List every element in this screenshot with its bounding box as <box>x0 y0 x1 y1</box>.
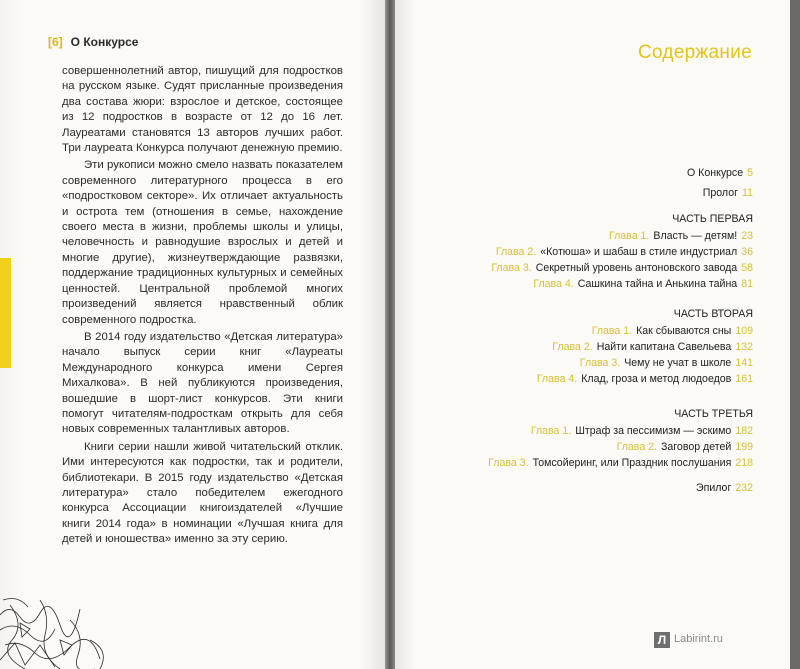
toc-chapter-label: Глава 2. <box>552 341 593 353</box>
toc-entry-title: Томсойеринг, или Праздник послушания <box>532 457 732 469</box>
toc-entry <box>533 278 753 290</box>
toc-entry-title: Секретный уровень антоновского завода <box>535 262 738 274</box>
toc-entry-title: Власть — детям! <box>653 230 738 242</box>
toc-entry <box>674 308 753 320</box>
toc-entry-title: Чему не учат в школе <box>624 357 732 369</box>
toc-entry <box>674 408 753 420</box>
toc-chapter-label: Глава 4. <box>533 278 574 290</box>
toc-part-heading: ЧАСТЬ ТРЕТЬЯ <box>674 408 753 420</box>
toc-chapter-label: Глава 1. <box>530 425 572 437</box>
labirint-logo-icon: Л <box>654 632 670 648</box>
toc-chapter-label: Глава 3. <box>491 262 532 274</box>
watermark-text: Labirint.ru <box>674 633 723 645</box>
toc-page-number: 58 <box>741 262 753 274</box>
toc-entry-title: Эпилог <box>695 482 732 494</box>
toc-entry-title: Клад, гроза и метод людоедов <box>581 373 732 385</box>
toc-part-heading: ЧАСТЬ ПЕРВАЯ <box>672 213 753 225</box>
toc-entry-title: Пролог <box>702 187 738 199</box>
toc-chapter-label: Глава 3. <box>579 357 621 369</box>
toc-title: Содержание <box>637 42 752 63</box>
page-edge-right <box>790 0 800 669</box>
page-number: [6] <box>48 35 63 49</box>
toc-entry-title: Штраф за пессимизм — эскимо <box>575 425 732 437</box>
paragraph-3: В 2014 году издательство «Детская литература» начало выпуск серии книг «Лауреаты Международного конкурса имени Сергея Михалкова». В ней публикуются произведения, вошедшие в шорт-лист конкурсов. Эти книги помогут читателям-подросткам открыть для себя новых современных талантливых авторов. <box>62 330 343 436</box>
right-page <box>395 0 790 669</box>
toc-entry <box>609 230 753 242</box>
toc-page-number: 199 <box>735 441 753 453</box>
toc-entry <box>696 482 753 494</box>
running-head-title: О Конкурсе <box>70 35 139 49</box>
decorative-doodle <box>0 595 385 669</box>
toc-page-number: 23 <box>741 230 753 242</box>
toc-page-number: 132 <box>735 341 753 353</box>
toc-chapter-label: Глава 2. <box>616 441 657 453</box>
paragraph-1: совершеннолетний автор, пишущий для подростков на русском языке. Судят присланные произведения два состава жюри: взрослое и детское, состоящее из 12 подростков в возрасте от 12 до 16 лет. Лауреатами становятся 13 авторов лучших работ. Три лауреата Конкурса получают денежную премию. <box>62 65 343 155</box>
toc-chapter-label: Глава 1. <box>591 325 633 337</box>
toc-page-number: 5 <box>747 167 753 179</box>
toc-entry <box>687 167 753 179</box>
toc-entry <box>672 213 753 225</box>
toc-entry-title: Сашкина тайна и Анькина тайна <box>577 278 738 290</box>
toc-page-number: 218 <box>735 457 753 469</box>
toc-entry <box>703 187 753 199</box>
book-gutter <box>385 0 395 669</box>
toc-entry <box>496 246 753 258</box>
toc-entry <box>580 357 753 369</box>
paragraph-4: Книги серии нашли живой читательский отклик. Ими интересуются как подростки, так и родители, библиотекари. В 2015 году издательство «Детская литература» стало победителем ежегодного конкурса Ассоциации книгоиздателей «Лучшие книги 2014 года» в номинации «Лучшая книга для детей и юношества» именно за эту серию. <box>62 440 343 546</box>
toc-entry-title: О Конкурсе <box>686 167 744 179</box>
paragraph-2: Эти рукописи можно смело назвать показателем современного литературного процесса в его «подростковом секторе». Их отличает актуальность и острота тем (отношения в семье, нахождение своего места в жизни, проблемы школы и улицы, человечность и равнодушие взрослых и детей и многие другие), жизнеутверждающие развязки, поддержание традиционных культурных и семейных ценностей. Центральной проблемой многих произведений является нравственный облик современного подростка. <box>62 159 343 326</box>
left-page <box>0 0 385 669</box>
toc-chapter-label: Глава 4. <box>536 373 578 385</box>
toc-entry-title: Найти капитана Савельева <box>596 341 732 353</box>
running-head <box>48 35 138 49</box>
toc-page-number: 182 <box>735 425 753 437</box>
toc-entry-title: Заговор детей <box>661 441 732 453</box>
toc-page-number: 11 <box>742 187 753 199</box>
toc-chapter-label: Глава 3. <box>488 457 529 469</box>
toc-entry <box>617 441 753 453</box>
body-text <box>62 64 343 548</box>
toc-page-number: 232 <box>735 482 753 494</box>
toc-entry <box>531 425 753 437</box>
toc-page-number: 109 <box>735 325 753 337</box>
toc-entry-title: «Котюша» и шабаш в стиле индустриал <box>540 246 738 258</box>
toc-entry <box>491 262 753 274</box>
toc-page-number: 161 <box>735 373 753 385</box>
toc-entry <box>537 373 753 385</box>
toc-chapter-label: Глава 1. <box>608 230 650 242</box>
toc-entry-title: Как сбываются сны <box>636 325 732 337</box>
toc-page-number: 81 <box>741 278 753 290</box>
toc-entry <box>592 325 753 337</box>
toc-chapter-label: Глава 2. <box>495 246 537 258</box>
toc-part-heading: ЧАСТЬ ВТОРАЯ <box>673 308 753 320</box>
toc-entry <box>488 457 753 469</box>
toc-entry <box>552 341 753 353</box>
toc-page-number: 36 <box>741 246 753 258</box>
toc-page-number: 141 <box>735 357 753 369</box>
yellow-page-edge <box>0 258 11 368</box>
